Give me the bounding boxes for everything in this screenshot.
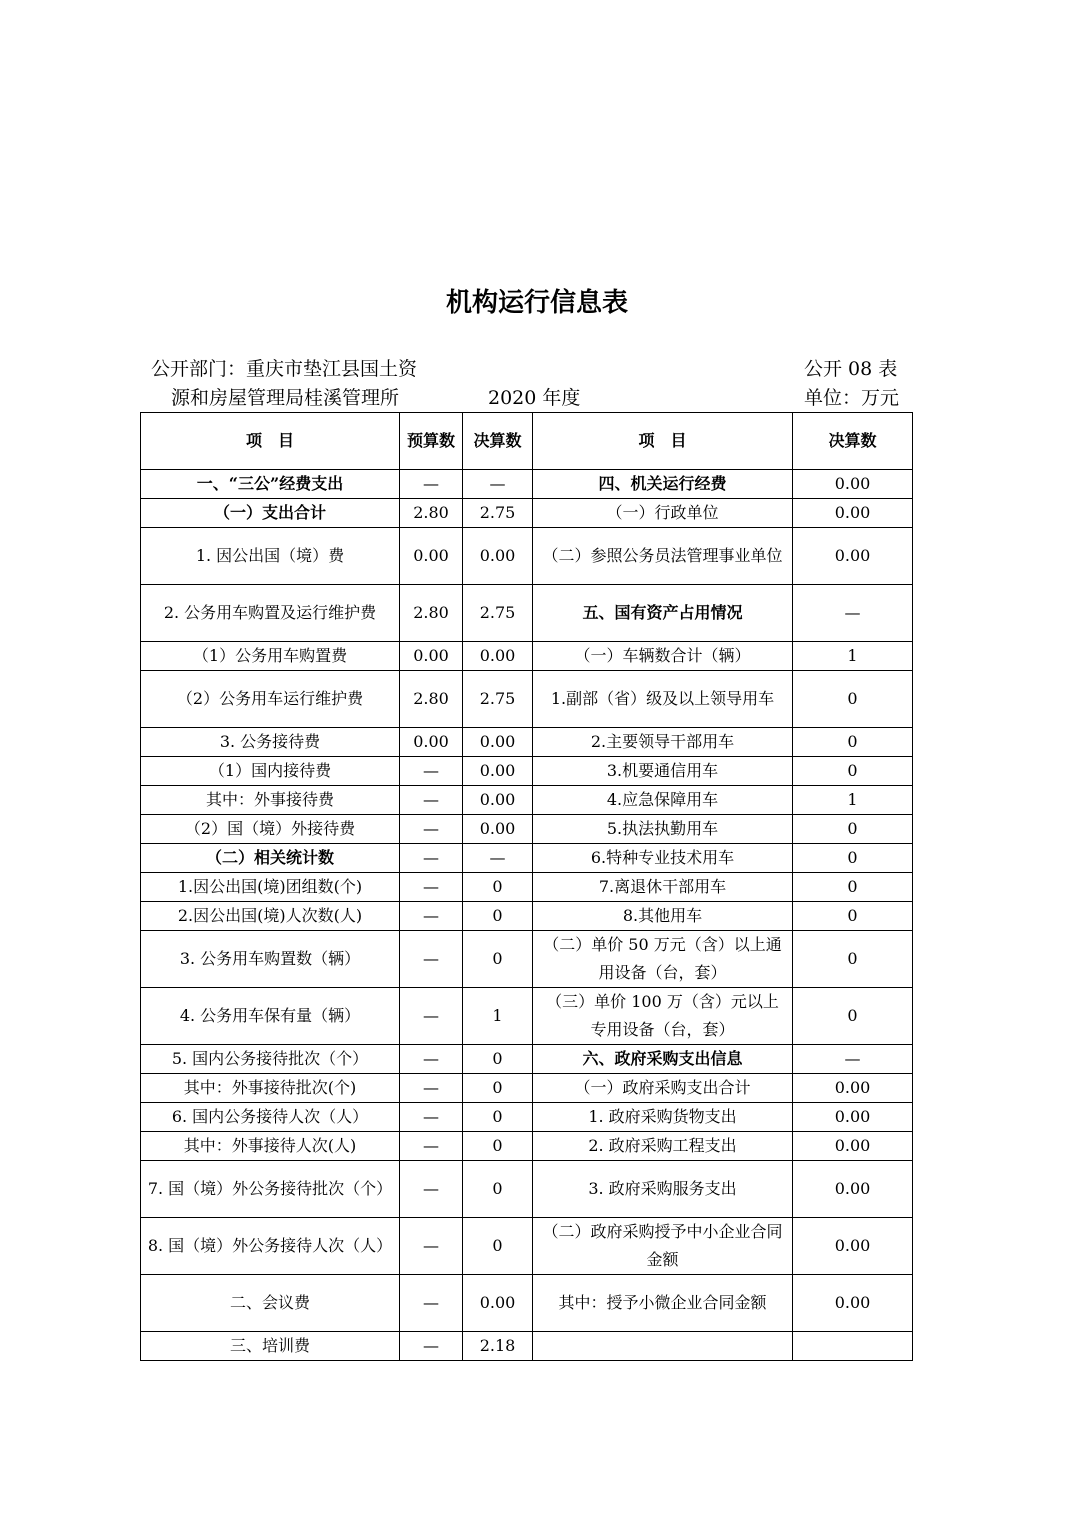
right-final-value: 0.00 <box>793 1275 913 1332</box>
left-item: 3. 公务接待费 <box>141 728 400 757</box>
table-row <box>141 931 913 988</box>
final-value: 0.00 <box>463 786 533 815</box>
final-value: — <box>463 844 533 873</box>
right-final-value: 0.00 <box>793 499 913 528</box>
table-row <box>141 470 913 499</box>
budget-value: 2.80 <box>400 671 463 728</box>
table-row <box>141 1074 913 1103</box>
right-final-value: 0 <box>793 988 913 1045</box>
budget-value: — <box>400 470 463 499</box>
right-item: 1. 政府采购货物支出 <box>533 1103 793 1132</box>
department-label-line1: 公开部门：重庆市垫江县国土资 <box>151 358 418 380</box>
right-final-value: 0 <box>793 902 913 931</box>
budget-value: 2.80 <box>400 585 463 642</box>
right-final-value <box>793 1332 913 1361</box>
table-row <box>141 1103 913 1132</box>
left-item: 三、培训费 <box>141 1332 400 1361</box>
budget-value: — <box>400 786 463 815</box>
left-item: 1. 因公出国（境）费 <box>141 528 400 585</box>
right-item: （二）参照公务员法管理事业单位 <box>533 528 793 585</box>
budget-value: — <box>400 1074 463 1103</box>
final-value: 0.00 <box>463 1275 533 1332</box>
left-item: （2）国（境）外接待费 <box>141 815 400 844</box>
budget-value: — <box>400 1275 463 1332</box>
final-value: 0.00 <box>463 642 533 671</box>
final-value: 0.00 <box>463 728 533 757</box>
right-item: 2.主要领导干部用车 <box>533 728 793 757</box>
final-value: 0 <box>463 1103 533 1132</box>
department-label-line2: 源和房屋管理局桂溪管理所 <box>171 387 400 409</box>
right-final-value: 0.00 <box>793 1074 913 1103</box>
final-value: 1 <box>463 988 533 1045</box>
right-item: 2. 政府采购工程支出 <box>533 1132 793 1161</box>
right-item: （一）政府采购支出合计 <box>533 1074 793 1103</box>
right-final-value: 0 <box>793 815 913 844</box>
final-value: 0 <box>463 1045 533 1074</box>
right-item: 6.特种专业技术用车 <box>533 844 793 873</box>
operations-info-table <box>140 412 913 1361</box>
final-value: 0.00 <box>463 528 533 585</box>
final-value: 2.75 <box>463 585 533 642</box>
right-item: 其中：授予小微企业合同金额 <box>533 1275 793 1332</box>
left-item: （一）支出合计 <box>141 499 400 528</box>
right-item: 1.副部（省）级及以上领导用车 <box>533 671 793 728</box>
left-item: 7. 国（境）外公务接待批次（个） <box>141 1161 400 1218</box>
budget-value: — <box>400 757 463 786</box>
left-item: 其中：外事接待人次(人) <box>141 1132 400 1161</box>
right-item: 四、机关运行经费 <box>533 470 793 499</box>
left-item: 二、会议费 <box>141 1275 400 1332</box>
left-item: 3. 公务用车购置数（辆） <box>141 931 400 988</box>
left-item: （1）国内接待费 <box>141 757 400 786</box>
table-row <box>141 642 913 671</box>
budget-value: — <box>400 844 463 873</box>
right-final-value: 0 <box>793 844 913 873</box>
left-item: 一、“三公”经费支出 <box>141 470 400 499</box>
right-item: （一）车辆数合计（辆） <box>533 642 793 671</box>
table-row <box>141 902 913 931</box>
right-final-value: 0 <box>793 728 913 757</box>
final-value: 2.18 <box>463 1332 533 1361</box>
right-final-value: 1 <box>793 786 913 815</box>
table-header-row <box>141 413 913 470</box>
table-row <box>141 1045 913 1074</box>
budget-value: — <box>400 1218 463 1275</box>
left-item: （1）公务用车购置费 <box>141 642 400 671</box>
table-row <box>141 1218 913 1275</box>
right-final-value: 0.00 <box>793 1161 913 1218</box>
budget-value: 2.80 <box>400 499 463 528</box>
right-item: 3. 政府采购服务支出 <box>533 1161 793 1218</box>
budget-value: — <box>400 902 463 931</box>
final-value: — <box>463 470 533 499</box>
final-value: 0 <box>463 873 533 902</box>
final-value: 0.00 <box>463 815 533 844</box>
left-item: 4. 公务用车保有量（辆） <box>141 988 400 1045</box>
final-value: 2.75 <box>463 671 533 728</box>
final-value: 0 <box>463 931 533 988</box>
budget-value: — <box>400 873 463 902</box>
budget-value: — <box>400 1103 463 1132</box>
left-item: 2.因公出国(境)人次数(人) <box>141 902 400 931</box>
column-header-final-right: 决算数 <box>793 413 913 470</box>
budget-value: — <box>400 1132 463 1161</box>
right-item: （二）单价 50 万元（含）以上通用设备（台，套） <box>533 931 793 988</box>
right-final-value: 0.00 <box>793 1103 913 1132</box>
budget-value: — <box>400 815 463 844</box>
right-item: 4.应急保障用车 <box>533 786 793 815</box>
right-final-value: 0 <box>793 931 913 988</box>
final-value: 0 <box>463 1074 533 1103</box>
left-item: （二）相关统计数 <box>141 844 400 873</box>
table-row <box>141 873 913 902</box>
left-item: 其中：外事接待批次(个) <box>141 1074 400 1103</box>
table-row <box>141 499 913 528</box>
final-value: 0 <box>463 1132 533 1161</box>
budget-value: — <box>400 1161 463 1218</box>
table-row <box>141 728 913 757</box>
final-value: 0 <box>463 1161 533 1218</box>
left-item: 8. 国（境）外公务接待人次（人） <box>141 1218 400 1275</box>
page-title: 机构运行信息表 <box>445 288 628 318</box>
table-row <box>141 757 913 786</box>
right-item: 六、政府采购支出信息 <box>533 1045 793 1074</box>
left-item: 5. 国内公务接待批次（个） <box>141 1045 400 1074</box>
left-item: 其中：外事接待费 <box>141 786 400 815</box>
column-header-final-left: 决算数 <box>463 413 533 470</box>
right-item: （三）单价 100 万（含）元以上专用设备（台，套） <box>533 988 793 1045</box>
table-row <box>141 528 913 585</box>
right-item: （二）政府采购授予中小企业合同金额 <box>533 1218 793 1275</box>
right-item: 3.机要通信用车 <box>533 757 793 786</box>
right-item: 5.执法执勤用车 <box>533 815 793 844</box>
right-item: 五、国有资产占用情况 <box>533 585 793 642</box>
table-code: 公开 08 表 <box>804 358 898 380</box>
right-final-value: 1 <box>793 642 913 671</box>
right-final-value: 0.00 <box>793 1132 913 1161</box>
table-row <box>141 1132 913 1161</box>
right-final-value: — <box>793 1045 913 1074</box>
right-final-value: 0.00 <box>793 1218 913 1275</box>
final-value: 2.75 <box>463 499 533 528</box>
right-item: 8.其他用车 <box>533 902 793 931</box>
right-final-value: 0 <box>793 671 913 728</box>
budget-value: — <box>400 1332 463 1361</box>
budget-value: — <box>400 931 463 988</box>
right-item <box>533 1332 793 1361</box>
table-row <box>141 988 913 1045</box>
table-row <box>141 1275 913 1332</box>
right-final-value: 0 <box>793 757 913 786</box>
column-header-budget: 预算数 <box>400 413 463 470</box>
right-final-value: 0 <box>793 873 913 902</box>
table-row <box>141 585 913 642</box>
table-row <box>141 1161 913 1218</box>
budget-value: 0.00 <box>400 728 463 757</box>
column-header-item-right: 项 目 <box>533 413 793 470</box>
final-value: 0 <box>463 902 533 931</box>
table-row <box>141 671 913 728</box>
budget-value: 0.00 <box>400 642 463 671</box>
left-item: （2）公务用车运行维护费 <box>141 671 400 728</box>
budget-value: — <box>400 988 463 1045</box>
final-value: 0 <box>463 1218 533 1275</box>
table-row <box>141 1332 913 1361</box>
budget-value: 0.00 <box>400 528 463 585</box>
right-final-value: — <box>793 585 913 642</box>
right-item: 7.离退休干部用车 <box>533 873 793 902</box>
left-item: 1.因公出国(境)团组数(个) <box>141 873 400 902</box>
right-final-value: 0.00 <box>793 470 913 499</box>
table-row <box>141 815 913 844</box>
currency-unit: 单位：万元 <box>804 387 900 409</box>
left-item: 2. 公务用车购置及运行维护费 <box>141 585 400 642</box>
fiscal-year: 2020 年度 <box>488 387 581 409</box>
table-row <box>141 844 913 873</box>
column-header-item-left: 项 目 <box>141 413 400 470</box>
final-value: 0.00 <box>463 757 533 786</box>
table-row <box>141 786 913 815</box>
right-final-value: 0.00 <box>793 528 913 585</box>
left-item: 6. 国内公务接待人次（人） <box>141 1103 400 1132</box>
budget-value: — <box>400 1045 463 1074</box>
right-item: （一）行政单位 <box>533 499 793 528</box>
